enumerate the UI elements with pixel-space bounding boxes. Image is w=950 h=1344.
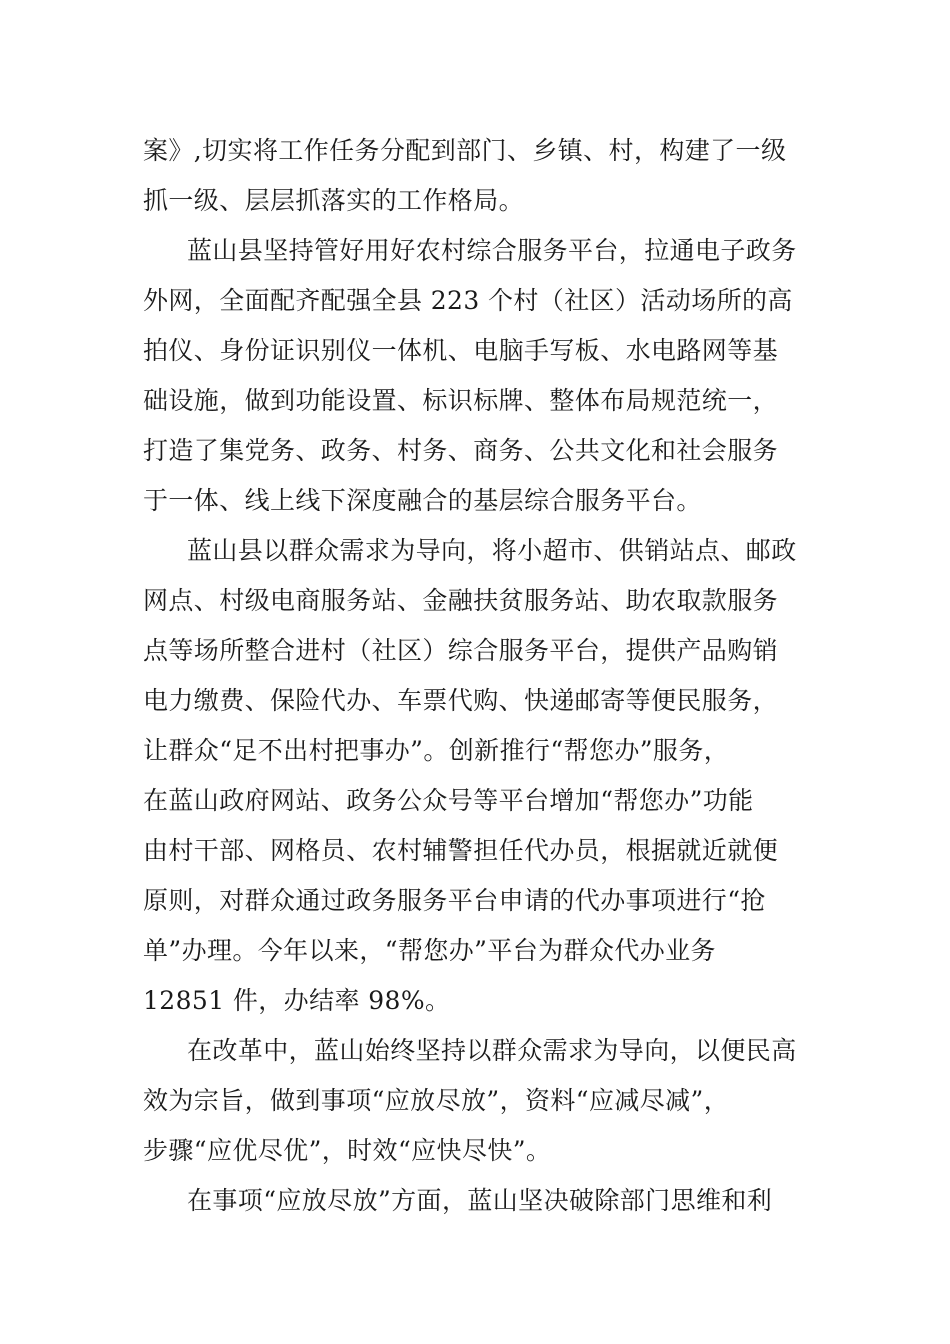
paragraph: [143, 226, 813, 526]
text-line: 步骤“应优尽优”，时效“应快尽快”。: [143, 1136, 552, 1165]
text-line: 蓝山县以群众需求为导向，将小超市、供销站点、邮政: [187, 536, 797, 565]
text-line: 拍仪、身份证识别仪一体机、电脑手写板、水电路网等基: [143, 336, 779, 365]
text-line: 外网，全面配齐配强全县 223 个村（社区）活动场所的高: [143, 286, 793, 315]
document-body: [143, 126, 813, 1226]
text-line: 蓝山县坚持管好用好农村综合服务平台，拉通电子政务: [187, 236, 797, 265]
paragraph: [143, 1026, 813, 1176]
text-line: 础设施，做到功能设置、标识标牌、整体布局规范统一，: [143, 386, 779, 415]
text-line: 打造了集党务、政务、村务、商务、公共文化和社会服务: [143, 436, 779, 465]
paragraph: [143, 1176, 813, 1226]
text-line: 由村干部、网格员、农村辅警担任代办员，根据就近就便: [143, 836, 779, 865]
text-line: 抓一级、层层抓落实的工作格局。: [143, 186, 525, 215]
paragraph: [143, 526, 813, 1026]
text-line: 于一体、线上线下深度融合的基层综合服务平台。: [143, 486, 702, 515]
text-line: 电力缴费、保险代办、车票代购、快递邮寄等便民服务，: [143, 686, 779, 715]
paragraph: [143, 126, 813, 226]
text-line: 原则，对群众通过政务服务平台申请的代办事项进行“抢: [143, 886, 766, 915]
text-line: 在改革中，蓝山始终坚持以群众需求为导向，以便民高: [187, 1036, 797, 1065]
text-line: 效为宗旨，做到事项“应放尽放”，资料“应减尽减”，: [143, 1086, 730, 1115]
text-line: 在事项“应放尽放”方面，蓝山坚决破除部门思维和利: [187, 1186, 773, 1215]
text-line: 12851 件，办结率 98%。: [143, 986, 451, 1015]
text-line: 网点、村级电商服务站、金融扶贫服务站、助农取款服务: [143, 586, 779, 615]
text-line: 点等场所整合进村（社区）综合服务平台，提供产品购销: [143, 636, 779, 665]
text-line: 让群众“足不出村把事办”。创新推行“帮您办”服务，: [143, 736, 730, 765]
text-line: 在蓝山政府网站、政务公众号等平台增加“帮您办”功能: [143, 786, 754, 815]
text-line: 单”办理。今年以来，“帮您办”平台为群众代办业务: [143, 936, 716, 965]
text-line: 案》,切实将工作任务分配到部门、乡镇、村，构建了一级: [143, 136, 787, 165]
